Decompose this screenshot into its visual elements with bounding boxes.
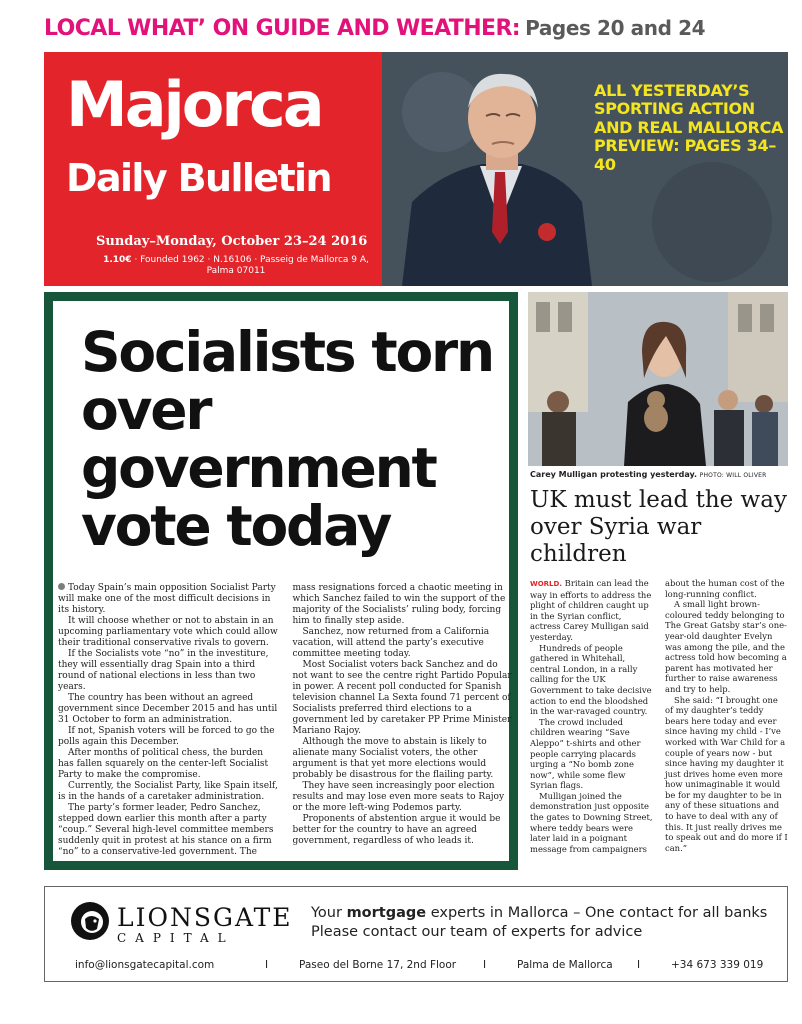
- section-tag: WORLD.: [530, 580, 562, 588]
- lead-paragraph: It will choose whether or not to abstain in an upcoming parliamentary vote which could allow their traditional conservative rivals to govern.: [58, 616, 278, 648]
- top-promo-line: [44, 16, 784, 48]
- advert-line-2: Please contact our team of experts for advice: [311, 924, 643, 940]
- advert-separator: I: [265, 959, 269, 971]
- advert-city: Palma de Mallorca: [517, 959, 613, 971]
- lead-paragraph: Sanchez, now returned from a California vacation, will attend the party’s executive committee meeting today.: [292, 627, 490, 659]
- lead-paragraph: The party’s former leader, Pedro Sanchez, stepped down earlier this month after a party “coup.” Several high-level committee members suddenly quit in protest at his stance on a firm “no” to a conservative-led government. The mass resignations forced a chaotic meeting in which Sanchez failed to win the support of the majority of the Socialists’ ruling body, forcing him to finally step aside.: [58, 583, 506, 857]
- side-paragraph: She said: “I brought one of my daughter’s teddy bears here today and ever since having my child - I’ve worked with War Child for a couple of years now - but since having my daughter it just drives home even more how unimaginable it would be for my daughter to be in any of these situations and to have to deal with any of this. It just really drives me to speak out and do more if I can.”: [665, 694, 788, 853]
- lead-paragraph: The country has been without an agreed government since December 2015 and has until 31 October to form an administration.: [58, 693, 278, 725]
- sport-promo-photo: [382, 52, 788, 286]
- protest-photo-illustration: [528, 292, 788, 466]
- lead-paragraph: Currently, the Socialist Party, like Spain itself, is in the hands of a caretaker administration.: [58, 781, 278, 802]
- advert-brand: LIONSGATE: [117, 903, 293, 932]
- lead-paragraph: If not, Spanish voters will be forced to go the polls again this December.: [58, 726, 275, 747]
- protest-photo: [528, 292, 788, 466]
- lionsgate-advert: [44, 886, 788, 982]
- lead-headline: Socialists torn over government vote today: [81, 320, 493, 558]
- issue-price: 1.10€: [103, 255, 132, 265]
- advert-brand-sub: CAPITAL: [117, 931, 235, 945]
- lead-story: [44, 292, 518, 870]
- photo-caption-text: Carey Mulligan protesting yesterday.: [530, 470, 698, 479]
- sport-promo-text: ALL YESTERDAY’S SPORTING ACTION AND REAL MALLORCA PREVIEW: PAGES 34–40: [594, 81, 784, 174]
- lead-paragraph: After months of political chess, the burden has fallen squarely on the center-left Socialist Party to make the compromise.: [58, 748, 269, 780]
- photo-credit: PHOTO: WILL OLIVER: [699, 472, 767, 479]
- lion-logo-icon: [69, 901, 111, 941]
- masthead-title-daily-bulletin: Daily Bulletin: [66, 156, 331, 200]
- lead-paragraph: Proponents of abstention argue it would be better for the country to have an agreed government, regardless of who leads it.: [292, 814, 501, 846]
- advert-phone[interactable]: +34 673 339 019: [671, 959, 764, 971]
- side-paragraph: WORLD. Britain can lead the way in efforts to address the plight of children caught up in the Syrian conflict, actress Carey Mulligan said yesterday.: [530, 578, 652, 642]
- lead-paragraph: They have seen increasingly poor election results and may lose even more seats to Rajoy or the more left-wing Podemos party.: [292, 781, 505, 813]
- photo-caption: [530, 470, 788, 479]
- issue-details: [96, 255, 376, 278]
- side-paragraph: Mulligan joined the demonstration just opposite the gates to Downing Street, where teddy bears were later laid in a poignant message from campaigners about the human cost of the long-running conflict.: [530, 578, 785, 854]
- top-promo-highlight: LOCAL WHAT’ ON GUIDE AND WEATHER:: [44, 16, 520, 41]
- lead-paragraph: Today Spain’s main opposition Socialist Party will make one of the most difficult decisions in its history.: [58, 583, 276, 615]
- issue-date: Sunday–Monday, October 23–24 2016: [96, 234, 368, 249]
- side-paragraph: Hundreds of people gathered in Whitehall, central London, in a rally calling for the UK Government to take decisive action to end the bloodshed in the war-ravaged country.: [530, 642, 652, 717]
- issue-details-text: · Founded 1962 · N.16106 · Passeig de Mallorca 9 A, Palma 07011: [134, 255, 369, 277]
- advert-email[interactable]: info@lionsgatecapital.com: [75, 959, 215, 971]
- lead-paragraph: Although the move to abstain is likely to alienate many Socialist voters, the other argument is that yet more elections would probably be disastrous for the flailing party.: [292, 737, 494, 780]
- side-body: [530, 578, 788, 870]
- advert-separator: I: [637, 959, 641, 971]
- side-paragraph: The crowd included children wearing “Save Aleppo” t-shirts and other people carrying placards urging a “No bomb zone now”, while some flew Syrian flags.: [530, 716, 641, 791]
- advert-address: Paseo del Borne 17, 2nd Floor: [299, 959, 457, 971]
- lead-paragraph: If the Socialists vote “no” in the investiture, they will essentially drag Spain into a third round of national elections in less than two years.: [58, 649, 269, 692]
- advert-line-1: Your mortgage experts in Mallorca – One contact for all banks: [311, 905, 768, 921]
- top-promo-pages: Pages 20 and 24: [525, 16, 706, 40]
- side-headline: UK must lead the way over Syria war children: [530, 487, 787, 567]
- bullet-icon: [58, 583, 65, 590]
- masthead-title-majorca: Majorca: [66, 68, 322, 141]
- side-paragraph: A small light brown-coloured teddy belonging to The Great Gatsby star’s one-year-old daughter Evelyn was among the pile, and the actress told how becoming a parent has motivated her further to raise awareness and try to help.: [665, 599, 787, 694]
- advert-separator: I: [483, 959, 487, 971]
- lead-paragraph: Most Socialist voters back Sanchez and do not want to see the centre right Partido Popular in power. A recent poll conducted for Spanish television channel La Sexta found 71 percent of Socialists preferred third elections to a government led by caretaker PP Prime Minister Mariano Rajoy.: [292, 660, 512, 736]
- lead-body: [58, 583, 513, 861]
- masthead: [44, 52, 382, 286]
